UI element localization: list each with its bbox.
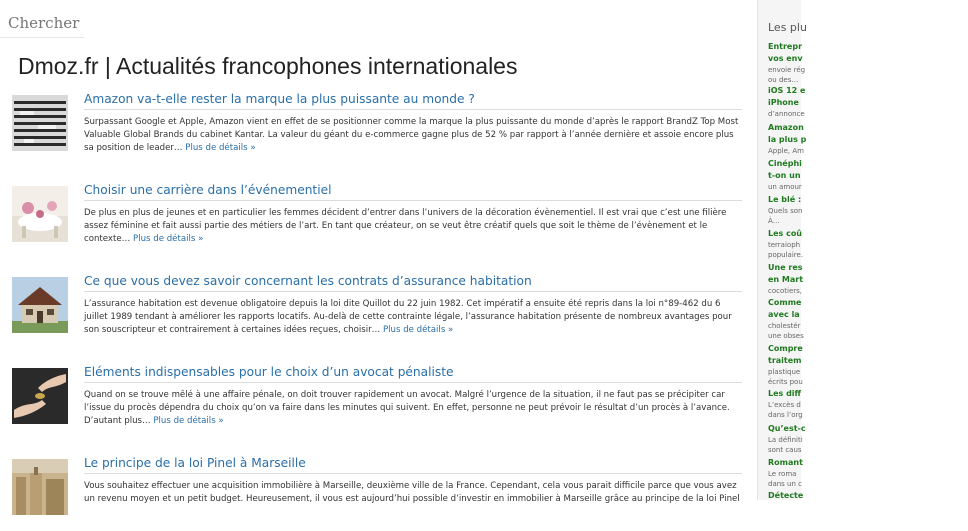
sidebar-item[interactable] bbox=[768, 423, 968, 455]
article-excerpt-text: Vous souhaitez effectuer une acquisition immobilière à Marseille, deuxième ville de la France. Cependant, cela vous parait difficile parce que vous avez un revenu moyen et un petit budget. Heureusement, il vous est aujourd’hui possible d’investir en immobilier à Marseille grâce au principe de la loi Pinel bbox=[84, 481, 740, 504]
sidebar-item-title-line1[interactable]: Amazon bbox=[768, 123, 804, 132]
sidebar-item-excerpt-line2: sont caus bbox=[768, 446, 802, 454]
article-item bbox=[12, 274, 742, 349]
sidebar-item-excerpt-line2: une obses bbox=[768, 332, 804, 340]
sidebar-item-title-line2[interactable]: avec la bbox=[768, 310, 800, 319]
article-excerpt-text: Quand on se trouve mêlé à une affaire pénale, on doit trouver rapidement un avocat. Malgré l’urgence de la situation, il ne faut pas se précipiter car l’issue du procès dépendra du choix qu’on va faire dans les minutes qui suivent. En effet, personne ne peut prévoir le résultat d’un procès à l’avance. D’autant plus… bbox=[84, 390, 730, 426]
hands-coin-image bbox=[12, 368, 68, 424]
keyboard-image bbox=[12, 95, 68, 151]
house-image bbox=[12, 277, 68, 333]
sidebar-item-title-line1[interactable]: Entrepr bbox=[768, 42, 803, 51]
sidebar-item-title-line2[interactable]: vos env bbox=[768, 54, 803, 63]
sidebar-item[interactable] bbox=[768, 228, 968, 260]
popular-sidebar bbox=[757, 0, 807, 500]
sidebar-item-title-line1[interactable]: Les coû bbox=[768, 229, 803, 238]
marseille-cityscape-image bbox=[12, 459, 68, 515]
sidebar-item-title-line1[interactable]: Cinéphi bbox=[768, 159, 802, 168]
sidebar-item-excerpt-line2: À… bbox=[768, 217, 780, 225]
sidebar-item-excerpt-line2: dans un c bbox=[768, 480, 802, 488]
event-decoration-image bbox=[12, 186, 68, 242]
sidebar-item-excerpt-line1: cocotiers, bbox=[768, 287, 803, 295]
sidebar-item-title-line2[interactable]: iPhone bbox=[768, 98, 799, 107]
sidebar-item-title-line1[interactable]: Qu’est-c bbox=[768, 424, 806, 433]
sidebar-item-title-line2[interactable]: en Mart bbox=[768, 275, 804, 284]
more-details-link[interactable]: Plus de détails » bbox=[153, 416, 224, 426]
sidebar-item[interactable] bbox=[768, 158, 968, 192]
sidebar-item-excerpt-line1: L’excès d bbox=[768, 401, 801, 409]
article-item bbox=[12, 365, 742, 440]
article-thumbnail[interactable] bbox=[12, 186, 68, 242]
sidebar-item-title-line2[interactable]: t-on un bbox=[768, 171, 801, 180]
sidebar-item[interactable] bbox=[768, 41, 968, 85]
article-excerpt-text: De plus en plus de jeunes et en particulier les femmes décident d’entrer dans l’univers de la décoration évènementiel. Il est vrai que c’est une filière assez féminine et fait aussi partie des métiers de l’art. En tant que créateur, on se veut être créatif quels que soit le thème de l’évènement et le contexte… bbox=[84, 208, 727, 244]
article-title-link[interactable]: Ce que vous devez savoir concernant les contrats d’assurance habitation bbox=[84, 274, 742, 292]
article-excerpt bbox=[84, 480, 742, 506]
search-box bbox=[0, 0, 84, 38]
article-excerpt bbox=[84, 298, 742, 337]
sidebar-item-title-line1[interactable]: Le blé : bbox=[768, 195, 802, 204]
more-details-link[interactable]: Plus de détails » bbox=[133, 234, 204, 244]
article-title-link[interactable]: Le principe de la loi Pinel à Marseille bbox=[84, 456, 742, 474]
sidebar-item[interactable] bbox=[768, 457, 968, 489]
sidebar-item-excerpt-line1: La définiti bbox=[768, 436, 803, 444]
sidebar-item[interactable] bbox=[768, 490, 968, 502]
article-excerpt-text: L’assurance habitation est devenue obligatoire depuis la loi dite Quillot du 22 juin 1982. Cet impératif a ensuite été repris dans la loi n°89-462 du 6 juillet 1989 tendant à améliorer les rapports locatifs. Au-delà de cette contrainte légale, l’assurance habitation présente de nombreux avantages pour son souscripteur et contrairement à certaines idées reçues, choisir… bbox=[84, 299, 732, 335]
article-title-link[interactable]: Amazon va-t-elle rester la marque la plus puissante au monde ? bbox=[84, 92, 742, 110]
article-thumbnail[interactable] bbox=[12, 95, 68, 151]
sidebar-item[interactable] bbox=[768, 262, 968, 296]
sidebar-item-excerpt-line1: cholestér bbox=[768, 322, 801, 330]
article-thumbnail[interactable] bbox=[12, 459, 68, 515]
article-item bbox=[12, 456, 742, 531]
site-title: Dmoz.fr | Actualités francophones internationales bbox=[18, 53, 518, 79]
sidebar-item-title-line1[interactable]: iOS 12 e bbox=[768, 86, 806, 95]
sidebar-item-excerpt-line1: d’annonce bbox=[768, 110, 805, 118]
sidebar-item-title-line1[interactable]: Romant bbox=[768, 458, 803, 467]
sidebar-item-excerpt-line1: Apple, Am bbox=[768, 147, 804, 155]
article-excerpt bbox=[84, 389, 742, 428]
article-item bbox=[12, 92, 742, 167]
sidebar-item[interactable] bbox=[768, 297, 968, 341]
sidebar-item[interactable] bbox=[768, 388, 968, 420]
article-title-link[interactable]: Eléments indispensables pour le choix d’un avocat pénaliste bbox=[84, 365, 742, 383]
more-details-link[interactable]: Plus de détails » bbox=[382, 325, 454, 335]
sidebar-item-title-line1[interactable]: Compre bbox=[768, 344, 803, 353]
article-title-link[interactable]: Choisir une carrière dans l’événementiel bbox=[84, 183, 742, 201]
sidebar-heading: Les plu bbox=[768, 21, 807, 34]
sidebar-item-excerpt-line1: plastique bbox=[768, 368, 801, 376]
sidebar-item-excerpt-line1: Quels son bbox=[768, 207, 803, 215]
article-excerpt bbox=[84, 116, 742, 155]
sidebar-item-excerpt-line2: dans l’org bbox=[768, 411, 803, 419]
sidebar-item-title-line1[interactable]: Les diff bbox=[768, 389, 802, 398]
sidebar-item-excerpt-line1: terraioph bbox=[768, 241, 801, 249]
article-excerpt bbox=[84, 207, 742, 246]
sidebar-item-title-line2[interactable]: la plus p bbox=[768, 135, 807, 144]
sidebar-item-excerpt-line1: envoie rég bbox=[768, 66, 806, 74]
sidebar-item-excerpt-line1: Le roma bbox=[768, 470, 797, 478]
sidebar-item[interactable] bbox=[768, 122, 968, 156]
sidebar-item[interactable] bbox=[768, 194, 968, 226]
sidebar-item-excerpt-line2: ou des… bbox=[768, 76, 799, 84]
sidebar-item-excerpt-line2: populaire. bbox=[768, 251, 804, 259]
sidebar-item-title-line2[interactable]: traitem bbox=[768, 356, 802, 365]
search-input[interactable] bbox=[0, 14, 88, 32]
sidebar-item[interactable] bbox=[768, 343, 968, 387]
article-excerpt-text: Surpassant Google et Apple, Amazon vient en effet de se positionner comme la marque la plus puissante du monde d’après le rapport BrandZ Top Most Valuable Global Brands du cabinet Kantar. La valeur du géant du e-commerce gagne plus de 52 % par rapport à l’année dernière et assoie encore plus sa position de leader… bbox=[84, 117, 739, 153]
article-item bbox=[12, 183, 742, 258]
more-details-link[interactable]: Plus de détails » bbox=[185, 143, 256, 153]
sidebar-item-title-line1[interactable]: Détecte bbox=[768, 491, 804, 500]
article-thumbnail[interactable] bbox=[12, 277, 68, 333]
sidebar-item-excerpt-line1: un amour bbox=[768, 183, 802, 191]
article-thumbnail[interactable] bbox=[12, 368, 68, 424]
sidebar-item[interactable] bbox=[768, 85, 968, 119]
sidebar-item-title-line1[interactable]: Comme bbox=[768, 298, 802, 307]
sidebar-item-title-line1[interactable]: Une res bbox=[768, 263, 803, 272]
sidebar-item-excerpt-line2: écrits pou bbox=[768, 378, 803, 386]
